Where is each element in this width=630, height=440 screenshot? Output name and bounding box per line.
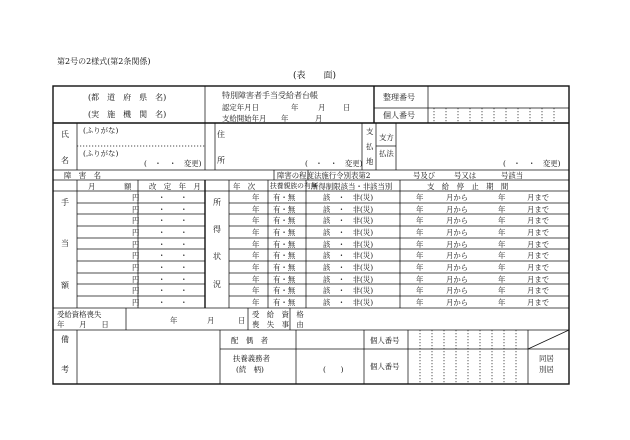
suspend-year-to: 年 <box>498 263 506 272</box>
suspend-from: 月から <box>446 205 469 214</box>
allowance-yen: 円 <box>132 216 140 225</box>
income-year-unit: 年 <box>252 205 260 214</box>
income-side-1: 所 <box>213 198 221 207</box>
allowance-yen: 円 <box>132 251 140 260</box>
income-limit-applicable: 該 ・ 非(災) <box>323 275 374 284</box>
income-limit-applicable: 該 ・ 非(災) <box>323 193 374 202</box>
allowance-revision-dots: ・ ・ <box>158 275 188 284</box>
allowance-side-2: 当 <box>61 239 69 248</box>
suspend-year-from: 年 <box>416 298 424 307</box>
income-dependents-yes-no: 有・無 <box>273 205 296 214</box>
suspend-year-from: 年 <box>416 216 424 225</box>
allowance-revision-dots: ・ ・ <box>158 286 188 295</box>
income-limit-applicable: 該 ・ 非(災) <box>323 251 374 260</box>
suspend-from: 月から <box>446 193 469 202</box>
allowance-yen: 円 <box>132 263 140 272</box>
disability-or-label: 号又は <box>454 171 477 180</box>
suspend-to: 月まで <box>527 240 550 249</box>
name-label-1: 氏 <box>61 130 69 139</box>
allowance-revision-dots: ・ ・ <box>158 240 188 249</box>
allowance-col-revision: 改 定 年 月 <box>149 182 201 191</box>
payment-place-1: 支 <box>366 127 374 136</box>
relation-label: (続 柄) <box>236 365 264 374</box>
income-year-unit: 年 <box>252 193 260 202</box>
income-dependents-yes-no: 有・無 <box>273 251 296 260</box>
income-dependents-yes-no: 有・無 <box>273 298 296 307</box>
loss-year: 年 <box>170 316 178 325</box>
suspend-from: 月から <box>446 298 469 307</box>
prefecture-label: (都 道 府 県 名) <box>88 93 167 102</box>
suspend-year-to: 年 <box>498 228 506 237</box>
suspend-to: 月まで <box>527 251 550 260</box>
side-label: (表 面) <box>293 71 337 81</box>
suspend-year-to: 年 <box>498 251 506 260</box>
suspend-year-from: 年 <box>416 286 424 295</box>
income-limit-applicable: 該 ・ 非(災) <box>323 228 374 237</box>
suspend-year-from: 年 <box>416 228 424 237</box>
allowance-side-3: 額 <box>61 281 69 290</box>
income-dependents-yes-no: 有・無 <box>273 240 296 249</box>
allowance-yen: 円 <box>132 193 140 202</box>
agency-label: (実 施 機 関 名) <box>88 110 167 119</box>
income-dependents-yes-no: 有・無 <box>273 228 296 237</box>
allowance-side-1: 手 <box>61 198 69 207</box>
suspend-year-to: 年 <box>498 286 506 295</box>
suspend-year-to: 年 <box>498 216 506 225</box>
suspend-year-from: 年 <box>416 205 424 214</box>
payment-method-2: 払法 <box>379 149 394 158</box>
suspend-year-from: 年 <box>416 240 424 249</box>
pay-month: 月 <box>315 114 323 123</box>
suspend-year-from: 年 <box>416 251 424 260</box>
income-year-unit: 年 <box>252 275 260 284</box>
suspend-year-from: 年 <box>416 275 424 284</box>
cohabit-label: 同居 <box>539 354 554 363</box>
suspend-from: 月から <box>446 240 469 249</box>
disability-degree-label: 障害の程度 <box>277 171 314 180</box>
payment-place-2: 払 <box>366 142 374 151</box>
cert-date-label: 認定年月日 <box>222 103 259 112</box>
disability-law-label: 法施行令別表第2 <box>314 171 371 180</box>
income-limit-applicable: 該 ・ 非(災) <box>323 216 374 225</box>
spouse-personal-no-label: 個人番号 <box>370 336 400 345</box>
suspend-year-to: 年 <box>498 240 506 249</box>
income-col-year: 年 次 <box>233 182 256 191</box>
suspend-to: 月まで <box>527 216 550 225</box>
allowance-revision-dots: ・ ・ <box>158 216 188 225</box>
furigana-2: (ふりがな) <box>83 149 119 158</box>
disability-name-label: 障 害 名 <box>64 171 101 180</box>
relation-paren: ( ) <box>323 365 344 374</box>
pay-year: 年 <box>281 114 289 123</box>
cert-year: 年 <box>291 103 299 112</box>
income-year-unit: 年 <box>252 251 260 260</box>
suspend-to: 月まで <box>527 263 550 272</box>
suspend-to: 月まで <box>527 228 550 237</box>
income-dependents-yes-no: 有・無 <box>273 286 296 295</box>
loss-reason-1: 受 給 資 格 <box>252 310 304 319</box>
income-year-unit: 年 <box>252 263 260 272</box>
name-label-2: 名 <box>61 156 69 165</box>
allowance-yen: 円 <box>132 228 140 237</box>
payment-method-1: 支方 <box>379 133 394 142</box>
suspend-from: 月から <box>446 286 469 295</box>
allowance-yen: 円 <box>132 286 140 295</box>
spouse-label: 配 偶 者 <box>231 336 268 345</box>
suspend-to: 月まで <box>527 298 550 307</box>
suspend-to: 月まで <box>527 275 550 284</box>
income-side-4: 況 <box>213 280 221 289</box>
income-limit-applicable: 該 ・ 非(災) <box>323 205 374 214</box>
disability-item-label: 号及び <box>413 171 436 180</box>
income-year-unit: 年 <box>252 240 260 249</box>
income-year-unit: 年 <box>252 228 260 237</box>
register-title: 特別障害者手当受給者台帳 <box>222 91 318 100</box>
remarks-label-1: 備 <box>61 335 69 344</box>
payment-start-label: 支給開始年月 <box>222 114 267 123</box>
furigana-1: (ふりがな) <box>83 126 119 135</box>
remarks-label-2: 考 <box>61 365 69 374</box>
allowance-revision-dots: ・ ・ <box>158 298 188 307</box>
income-limit-applicable: 該 ・ 非(災) <box>323 263 374 272</box>
personal-no-label: 個人番号 <box>383 111 415 120</box>
loss-month: 月 <box>207 316 215 325</box>
income-col-dependents: 扶養親族の有無 <box>270 182 318 190</box>
allowance-revision-dots: ・ ・ <box>158 263 188 272</box>
suspend-from: 月から <box>446 216 469 225</box>
address-change: ( ・ ・ 変更) <box>305 159 363 168</box>
income-dependents-yes-no: 有・無 <box>273 193 296 202</box>
income-side-3: 状 <box>213 252 221 261</box>
income-col-suspend: 支 給 停 止 期 間 <box>427 182 509 191</box>
loss-day: 日 <box>238 316 246 325</box>
address-label-2: 所 <box>217 156 225 165</box>
allowance-yen: 円 <box>132 298 140 307</box>
supporter-label: 扶養義務者 <box>233 354 270 363</box>
income-limit-applicable: 該 ・ 非(災) <box>323 240 374 249</box>
allowance-col-amount: 額 <box>124 182 132 191</box>
allowance-yen: 円 <box>132 205 140 214</box>
income-dependents-yes-no: 有・無 <box>273 275 296 284</box>
disability-applicable-label: 号該当 <box>501 171 524 180</box>
loss-reason-2: 喪 失 事 由 <box>252 320 304 329</box>
suspend-year-from: 年 <box>416 263 424 272</box>
income-year-unit: 年 <box>252 216 260 225</box>
supporter-personal-no-label: 個人番号 <box>370 362 400 371</box>
allowance-col-month: 月 <box>88 182 96 191</box>
income-year-unit: 年 <box>252 298 260 307</box>
income-dependents-yes-no: 有・無 <box>273 216 296 225</box>
separate-label: 別居 <box>539 365 554 374</box>
loss-label-2: 年 月 日 <box>57 320 109 329</box>
loss-label-1: 受給資格喪失 <box>57 310 102 319</box>
name-change: ( ・ ・ 変更) <box>144 159 202 168</box>
suspend-from: 月から <box>446 263 469 272</box>
allowance-yen: 円 <box>132 275 140 284</box>
suspend-to: 月まで <box>527 193 550 202</box>
suspend-to: 月まで <box>527 205 550 214</box>
income-limit-applicable: 該 ・ 非(災) <box>323 286 374 295</box>
cert-day: 日 <box>343 103 351 112</box>
income-limit-applicable: 該 ・ 非(災) <box>323 298 374 307</box>
address-label-1: 住 <box>217 130 225 139</box>
suspend-year-to: 年 <box>498 205 506 214</box>
allowance-revision-dots: ・ ・ <box>158 251 188 260</box>
suspend-from: 月から <box>446 275 469 284</box>
income-year-unit: 年 <box>252 286 260 295</box>
suspend-year-to: 年 <box>498 298 506 307</box>
allowance-revision-dots: ・ ・ <box>158 193 188 202</box>
suspend-year-to: 年 <box>498 275 506 284</box>
allowance-revision-dots: ・ ・ <box>158 205 188 214</box>
income-side-2: 得 <box>213 225 221 234</box>
suspend-year-to: 年 <box>498 193 506 202</box>
allowance-revision-dots: ・ ・ <box>158 228 188 237</box>
suspend-year-from: 年 <box>416 193 424 202</box>
payment-change: ( ・ ・ 変更) <box>503 159 561 168</box>
serial-label: 整理番号 <box>383 93 415 102</box>
suspend-to: 月まで <box>527 286 550 295</box>
income-dependents-yes-no: 有・無 <box>273 263 296 272</box>
suspend-from: 月から <box>446 228 469 237</box>
cert-month: 月 <box>318 103 326 112</box>
payment-place-3: 地 <box>366 157 374 166</box>
outer-frame <box>53 86 569 384</box>
form-number: 第2号の2様式(第2条関係) <box>57 57 151 66</box>
income-col-limit: 所得制限該当・非該当別 <box>311 182 393 191</box>
suspend-from: 月から <box>446 251 469 260</box>
allowance-yen: 円 <box>132 240 140 249</box>
